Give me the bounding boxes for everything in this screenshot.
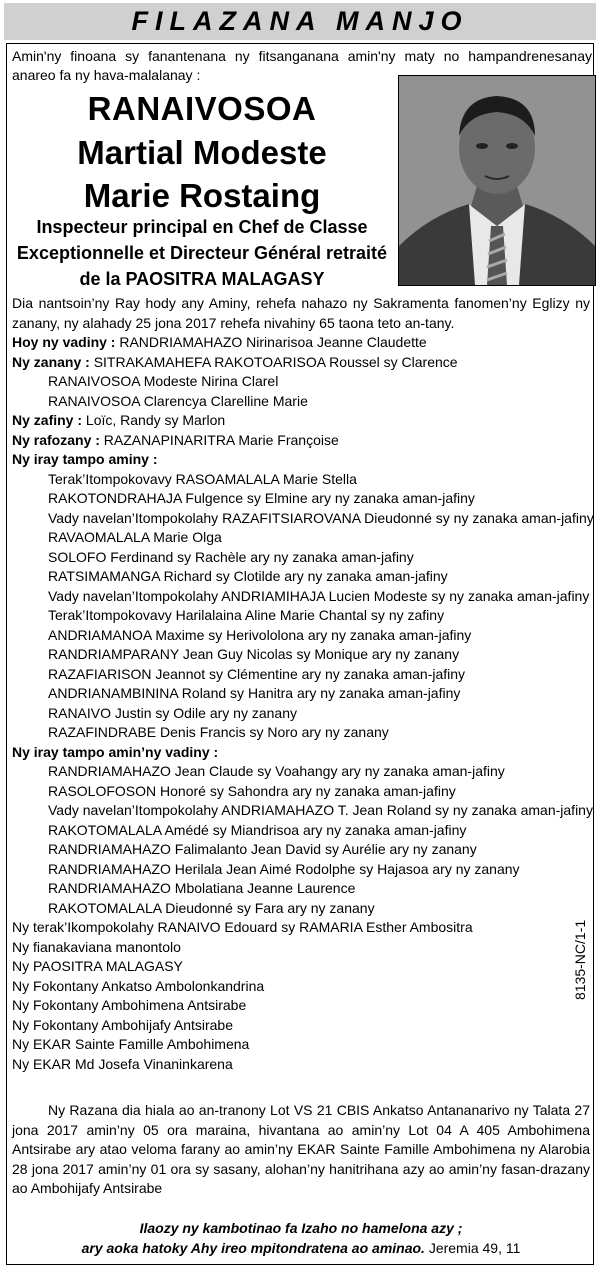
sibling-entry: ANDRIAMANOA Maxime sy Herivololona ary ny zanaka aman-jafiny	[48, 626, 472, 643]
sibling-entry: SOLOFO Ferdinand sy Rachèle ary ny zanaka aman-jafiny	[48, 548, 414, 565]
verse-text-2: ary aoka hatoky Ahy ireo mpitondratena ao aminao.	[81, 1240, 425, 1256]
spouse-sibling-entry: RAKOTOMALALA Dieudonné sy Fara ary ny zanany	[48, 899, 375, 916]
sibling-entry: RANDRIAMPARANY Jean Guy Nicolas sy Monique ary ny zanany	[48, 646, 460, 662]
banner-title: FILAZANA MANJO	[131, 6, 469, 36]
verse-text-1: Ilaozy ny kambotinao fa Izaho no hamelona azy ;	[139, 1220, 463, 1236]
widow-name: RANDRIAMAHAZO Nirinarisoa Jeanne Claudette	[115, 334, 427, 350]
sibling-entry: RANAIVO Justin sy Odile ary ny zanany	[48, 704, 297, 721]
funeral-text: Ny Razana dia hiala ao an-tranony Lot VS 21 CBIS Ankatso Antananarivo ny Talata 27 jona 2017 amin’ny 05 ora maraina, hivantana ao amin’ny Lot 04 A 405 Ambohimena Antsirabe ary atao veloma farany ao amin’ny EKAR Sainte Famille Ambohimena ny Alarobia 28 jona 2017 amin’ny 01 ora sy sasany, alohan’ny hanitrihana azy ao amin’ny fasan-drazany ao Ambohijafy Antsirabe	[12, 1102, 590, 1196]
grandchildren-names: Loïc, Randy sy Marlon	[82, 412, 226, 428]
sibling-entry: Terak’Itompokovavy RASOAMALALA Marie Stella	[48, 470, 357, 487]
announcement-text: Dia nantsoin’ny Ray hody any Aminy, rehefa nahazo ny Sakramenta fanomen’ny Eglizy ny zanany, ny alahady 25 jona 2017 rehefa nivahiny 65 taona teto an-tany.	[12, 295, 590, 331]
sibling-entry: Terak’Itompokovavy Harilalaina Aline Marie Chantal sy ny zafiny	[48, 607, 445, 623]
reference-code-wrap	[572, 919, 600, 1016]
sibling-entry: RATSIMAMANGA Richard sy Clotilde ary ny zanaka aman-jafiny	[48, 568, 448, 584]
grandchildren-label: Ny zafiny :	[12, 412, 83, 428]
grandchildren-line	[12, 411, 590, 431]
deceased-title-1: Inspecteur principal en Chef de Classe	[36, 217, 368, 237]
scripture-verse	[12, 1218, 590, 1258]
children-line	[12, 353, 590, 373]
sibling-entry: RAZAFINDRABE Denis Francis sy Noro ary ny zanany	[48, 724, 389, 740]
siblings-heading	[12, 450, 590, 470]
other-mourner: Ny PAOSITRA MALAGASY	[12, 958, 183, 974]
notice-body	[12, 294, 594, 1074]
sibling-entry: RAZAFIARISON Jeannot sy Clémentine ary ny zanaka aman-jafiny	[48, 665, 466, 682]
verse-line-2	[12, 1238, 590, 1258]
other-mourner: Ny Fokontany Ankatso Ambolonkandrina	[12, 977, 265, 994]
spouse-siblings-heading	[12, 743, 590, 763]
child-entry: RANAIVOSOA Modeste Nirina Clarel	[48, 373, 279, 389]
spouse-sibling-entry: Vady navelan’Itompokolahy ANDRIAMAHAZO T. Jean Roland sy ny zanaka aman-jafiny	[48, 802, 593, 818]
spouse-sibling-entry: RASOLOFOSON Honoré sy Sahondra ary ny zanaka aman-jafiny	[48, 782, 456, 799]
portrait-image	[399, 76, 595, 285]
other-mourner: Ny Fokontany Ambohimena Antsirabe	[12, 997, 247, 1013]
sibling-entry: RAKOTONDRAHAJA Fulgence sy Elmine ary ny zanaka aman-jafiny	[48, 490, 475, 506]
other-mourner: Ny terak’Ikompokolahy RANAIVO Edouard sy RAMARIA Esther Ambositra	[12, 919, 473, 935]
header-banner	[4, 3, 596, 40]
intro-text: Amin'ny finoana sy fanantenana ny fitsanganana amin'ny maty no hampandrenesanay anareo fa ny hava-malalanay :	[12, 48, 592, 83]
spouse-sibling-entry: RANDRIAMAHAZO Jean Claude sy Voahangy ary ny zanaka aman-jafiny	[48, 763, 505, 779]
deceased-given-name-2: Marie Rostaing	[83, 177, 321, 214]
in-law-name: RAZANAPINARITRA Marie Françoise	[99, 431, 339, 448]
spouse-sibling-entry: RAKOTOMALALA Amédé sy Miandrisoa ary ny zanaka aman-jafiny	[48, 821, 467, 838]
spouse-siblings-label: Ny iray tampo amin’ny vadiny :	[12, 743, 219, 760]
reference-code: 8135-NC/1-1	[572, 919, 588, 1000]
funeral-details	[12, 1101, 590, 1199]
other-mourner: Ny EKAR Md Josefa Vinaninkarena	[12, 1055, 233, 1072]
spouse-sibling-entry: RANDRIAMAHAZO Mbolatiana Jeanne Laurence	[48, 880, 356, 896]
widow-line	[12, 333, 590, 353]
deceased-given-name-1: Martial Modeste	[77, 134, 327, 171]
sibling-entry: ANDRIANAMBININA Roland sy Hanitra ary ny zanaka aman-jafiny	[48, 685, 461, 701]
sibling-entry: Vady navelan’Itompokolahy RAZAFITSIAROVANA Dieudonné sy ny zanaka aman-jafiny	[48, 509, 594, 526]
portrait-photo	[398, 75, 596, 286]
in-law-label: Ny rafozany :	[12, 431, 100, 448]
children-first: SITRAKAMAHEFA RAKOTOARISOA Roussel sy Clarence	[89, 353, 458, 370]
other-mourner: Ny Fokontany Ambohijafy Antsirabe	[12, 1016, 234, 1033]
other-mourner: Ny fianakaviana manontolo	[12, 938, 181, 955]
siblings-label: Ny iray tampo aminy :	[12, 451, 158, 467]
children-label: Ny zanany :	[12, 353, 90, 370]
child-entry: RANAIVOSOA Clarencya Clarelline Marie	[48, 392, 308, 409]
deceased-title-2: Exceptionnelle et Directeur Général retraité	[16, 243, 388, 263]
verse-line-1	[12, 1218, 590, 1238]
deceased-title-3: de la PAOSITRA MALAGASY	[79, 269, 325, 289]
spouse-sibling-entry: RANDRIAMAHAZO Falimalanto Jean David sy Aurélie ary ny zanany	[48, 841, 477, 857]
other-mourner: Ny EKAR Sainte Famille Ambohimena	[12, 1036, 250, 1052]
sibling-entry: Vady navelan’Itompokolahy ANDRIAMIHAJA Lucien Modeste sy ny zanaka aman-jafiny	[48, 587, 590, 604]
widow-label: Hoy ny vadiny :	[12, 334, 116, 350]
spouse-sibling-entry: RANDRIAMAHAZO Herilala Jean Aimé Rodolphe sy Hajasoa ary ny zanany	[48, 860, 520, 877]
in-law-line	[12, 431, 590, 451]
sibling-entry: RAVAOMALALA Marie Olga	[48, 529, 222, 545]
deceased-surname: RANAIVOSOA	[87, 90, 317, 127]
verse-citation: Jeremia 49, 11	[424, 1240, 521, 1256]
